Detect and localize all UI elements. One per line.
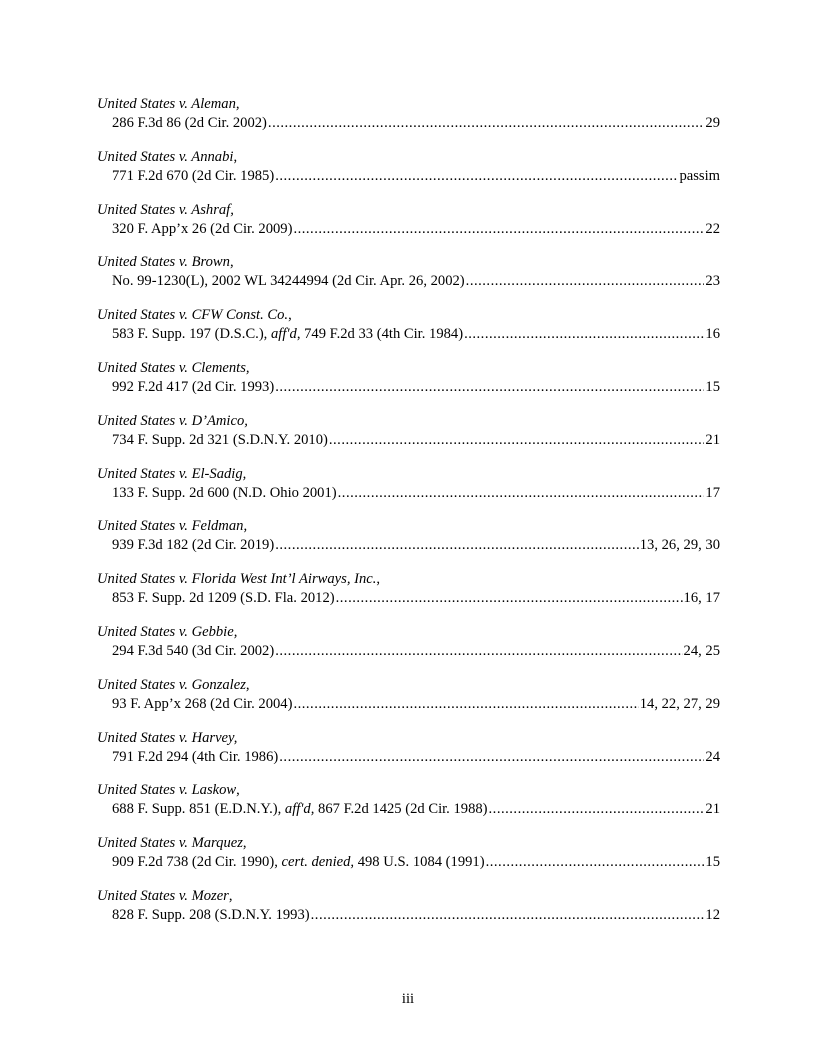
citation-line [97, 590, 720, 607]
citation [112, 168, 274, 185]
citation-line [97, 273, 720, 290]
citation-line [97, 221, 720, 238]
case-name-line [97, 730, 720, 747]
case-name-line [97, 466, 720, 483]
case-name-line [97, 888, 720, 905]
citation-segment: , 749 F.2d 33 (4th Cir. 1984) [296, 326, 464, 343]
case-name-comma: , [233, 148, 238, 165]
citation-line [97, 432, 720, 449]
authority-entry [97, 571, 720, 624]
page-references: 12 [705, 906, 720, 923]
case-name: United States v. Florida West Int’l Airways, Inc. [97, 571, 377, 588]
case-name: United States v. El-Sadig, [97, 465, 247, 482]
case-name-line [97, 202, 720, 219]
authority-entry [97, 466, 720, 519]
table-of-authorities [97, 96, 720, 941]
authority-entry [97, 782, 720, 835]
authority-entry [97, 254, 720, 307]
case-name-line [97, 307, 720, 324]
citation-segment: 498 U.S. 1084 (1991) [354, 854, 485, 871]
citation [112, 537, 274, 554]
citation-segment: 939 F.3d 182 (2d Cir. 2019) [112, 537, 275, 554]
dot-leader [338, 485, 705, 502]
authority-entry [97, 96, 720, 149]
citation-line [97, 643, 720, 660]
case-name: United States v. Gebbie, [97, 623, 238, 640]
case-name-comma: , [242, 835, 247, 852]
dot-leader [336, 590, 683, 607]
case-name-comma: , [376, 571, 381, 588]
page-references: 14, 22, 27, 29 [639, 695, 720, 712]
case-name: United States v. Annabi [97, 148, 234, 165]
authority-entry [97, 835, 720, 888]
page-references: 29 [705, 115, 720, 131]
citation [112, 907, 310, 924]
citation-segment: 867 F.2d 1425 (2d Cir. 1988) [314, 801, 488, 818]
case-name-comma: , [229, 254, 234, 271]
citation-segment: 688 F. Supp. 851 (E.D.N.Y.), [112, 801, 285, 818]
authority-entry [97, 888, 720, 941]
case-name-line [97, 360, 720, 377]
dot-leader [275, 379, 704, 396]
page-references: 21 [705, 801, 720, 818]
citation [112, 590, 335, 607]
dot-leader [466, 273, 705, 290]
authority-entry [97, 360, 720, 413]
citation-segment: 133 F. Supp. 2d 600 (N.D. Ohio 2001) [112, 484, 337, 501]
case-name: United States v. Ashraf, [97, 201, 234, 218]
citation [112, 854, 485, 871]
case-name: United States v. CFW Const. Co. [97, 307, 289, 324]
case-name-comma: , [236, 782, 240, 799]
case-name: United States v. Marquez [97, 835, 243, 852]
citation-line [97, 115, 720, 132]
page-references: 24, 25 [683, 642, 720, 659]
citation [112, 485, 337, 502]
citation-italic-segment: aff'd [270, 326, 297, 343]
case-name: United States v. Feldman, [97, 518, 248, 535]
case-name-line [97, 571, 720, 588]
case-name-line [97, 518, 720, 535]
page-references: 15 [705, 378, 720, 395]
case-name-line [97, 254, 720, 271]
citation [112, 801, 488, 818]
dot-leader [275, 643, 682, 660]
authority-entry [97, 624, 720, 677]
case-name-line [97, 624, 720, 641]
dot-leader [464, 326, 704, 343]
page-references: 16, 17 [683, 590, 720, 607]
dot-leader [311, 907, 705, 924]
case-name-line [97, 835, 720, 852]
citation-line [97, 907, 720, 924]
page-references: 22 [705, 220, 720, 237]
dot-leader [293, 696, 638, 713]
case-name-line [97, 149, 720, 166]
dot-leader [486, 854, 705, 871]
citation-line [97, 379, 720, 396]
case-name: United States v. Laskow [97, 782, 237, 799]
citation-segment: 992 F.2d 417 (2d Cir. 1993) [112, 378, 275, 395]
citation [112, 326, 463, 343]
citation-segment: 734 F. Supp. 2d 321 (S.D.N.Y. 2010) [112, 431, 328, 448]
page-references: 24 [705, 748, 720, 765]
citation-segment: 771 F.2d 670 (2d Cir. 1985) [112, 167, 275, 184]
case-name-comma: , [288, 307, 292, 324]
case-name: United States v. Gonzalez, [97, 676, 250, 693]
case-name: United States v. Clements, [97, 359, 250, 376]
page-references: 21 [705, 431, 720, 448]
case-name-comma: , [228, 887, 233, 904]
citation-line [97, 326, 720, 343]
citation-italic-segment: aff'd, [284, 801, 315, 818]
case-name-line [97, 413, 720, 430]
citation-line [97, 749, 720, 766]
citation-line [97, 168, 720, 185]
citation-line [97, 854, 720, 871]
citation [112, 273, 465, 290]
case-name: United States v. Mozer [97, 887, 229, 904]
case-name: United States v. D’Amico, [97, 412, 248, 429]
citation [112, 432, 328, 449]
citation-segment: 286 F.3d 86 (2d Cir. 2002) [112, 115, 267, 131]
citation-segment: 294 F.3d 540 (3d Cir. 2002) [112, 642, 275, 659]
authority-entry [97, 413, 720, 466]
dot-leader [329, 432, 705, 449]
citation-segment: 909 F.2d 738 (2d Cir. 1990), [112, 854, 282, 871]
case-name-line [97, 782, 720, 799]
case-name-line [97, 677, 720, 694]
case-name: United States v. Harvey, [97, 729, 238, 746]
page-references: 16 [705, 326, 720, 343]
page-number: iii [401, 991, 415, 1007]
citation [112, 643, 274, 660]
dot-leader [275, 168, 678, 185]
citation-segment: 853 F. Supp. 2d 1209 (S.D. Fla. 2012) [112, 590, 335, 607]
dot-leader [279, 749, 704, 766]
citation-italic-segment: cert. denied, [281, 854, 355, 871]
dot-leader [275, 537, 639, 554]
case-name: United States v. Brown [97, 254, 230, 271]
citation-segment: 320 F. App’x 26 (2d Cir. 2009) [112, 220, 293, 237]
dot-leader [293, 221, 704, 238]
citation [112, 221, 292, 238]
dot-leader [489, 801, 705, 818]
authority-entry [97, 202, 720, 255]
citation-segment: 93 F. App’x 268 (2d Cir. 2004) [112, 695, 293, 712]
case-name-line [97, 96, 720, 113]
citation [112, 379, 274, 396]
authority-entry [97, 149, 720, 202]
citation [112, 115, 267, 132]
authority-entry [97, 677, 720, 730]
citation-line [97, 485, 720, 502]
page-references: 17 [705, 484, 720, 501]
citation-segment: 828 F. Supp. 208 (S.D.N.Y. 1993) [112, 906, 310, 923]
case-name: United States v. Aleman, [97, 96, 240, 112]
citation-line [97, 801, 720, 818]
page-references: 15 [705, 854, 720, 871]
authority-entry [97, 307, 720, 360]
authority-entry [97, 730, 720, 783]
citation-segment: 791 F.2d 294 (4th Cir. 1986) [112, 748, 279, 765]
citation [112, 749, 278, 766]
page-references: 23 [705, 273, 720, 290]
dot-leader [268, 115, 704, 132]
authority-entry [97, 518, 720, 571]
page-references: passim [679, 167, 720, 184]
citation-segment: No. 99-1230(L), 2002 WL 34244994 (2d Cir. Apr. 26, 2002) [112, 273, 465, 290]
citation [112, 696, 292, 713]
citation-line [97, 537, 720, 554]
page-references: 13, 26, 29, 30 [639, 537, 720, 554]
citation-segment: 583 F. Supp. 197 (D.S.C.), [112, 326, 271, 343]
citation-line [97, 696, 720, 713]
